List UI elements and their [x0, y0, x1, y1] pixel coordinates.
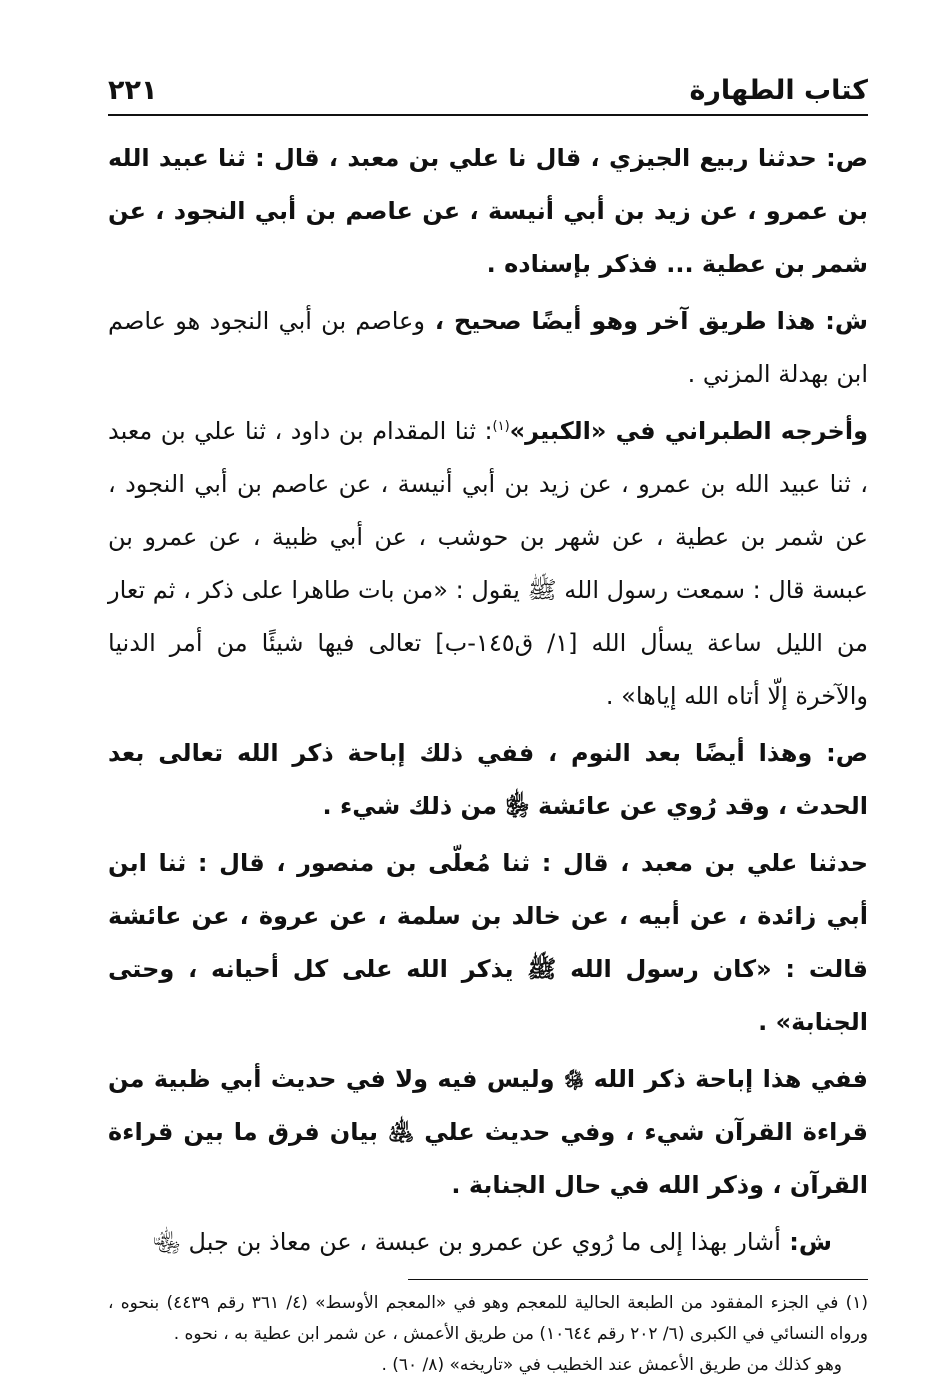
running-header — [108, 62, 868, 106]
paragraph-shin-1 — [108, 295, 868, 401]
paragraph-lead-text: وأخرجه الطبراني في «الكبير» — [509, 417, 869, 445]
paragraph-sad-1 — [108, 132, 868, 291]
paragraph-body: : ثنا المقدام بن داود ، ثنا علي بن معبد ، ثنا عبيد الله بن عمرو ، عن زيد بن أبي أنيسة ، عن عاصم بن أبي النجود ، عن شمر بن عطية ، عن شهر بن حوشب ، عن أبي ظبية ، عن عمرو بن عبسة قال : سمعت رسول الله ﷺ يقول : «من بات طاهرا على ذكر ، ثم تعار من الليل ساعة يسأل الله [١/ ق١٤٥-ب] تعالى فيها شيئًا من أمر الدنيا والآخرة إلّا أتاه الله إياها» . — [108, 417, 868, 710]
paragraph-sad-2 — [108, 727, 868, 833]
footnotes — [108, 1288, 868, 1381]
paragraph-hadith-aisha — [108, 837, 868, 1049]
paragraph-bold-text: هذا طريق آخر وهو أيضًا صحيح ، — [424, 307, 816, 335]
paragraph-body: حدثنا علي بن معبد ، قال : ثنا مُعلّى بن منصور ، قال : ثنا ابن أبي زائدة ، عن أبيه ، عن خالد بن سلمة ، عن عروة ، عن عائشة قالت : «كان رسول الله ﷺ يذكر الله على كل أحيانه ، وحتى الجنابة» . — [108, 849, 868, 1036]
paragraph-conclusion — [108, 1053, 868, 1212]
paragraph-tabarani — [108, 405, 868, 723]
paragraph-body: ففي هذا إباحة ذكر الله ﷿ وليس فيه ولا في حديث أبي ظبية من قراءة القرآن شيء ، وفي حديث علي ﵁ بيان فرق ما بين قراءة القرآن ، وذكر الله في حال الجنابة . — [108, 1065, 868, 1199]
paragraph-body: وهذا أيضًا بعد النوم ، ففي ذلك إباحة ذكر الله تعالى بعد الحدث ، وقد رُوي عن عائشة ﵂ من ذلك شيء . — [108, 739, 868, 820]
footnote-1: (١) في الجزء المفقود من الطبعة الحالية للمعجم وهو في «المعجم الأوسط» (٤/ ٣٦١ رقم ٤٤٣٩) بنحوه ، ورواه النسائي في الكبرى (٦/ ٢٠٢ رقم ١٠٦٤٤) من طريق الأعمش ، عن شمر ابن عطية به ، نحوه . — [108, 1293, 868, 1344]
chapter-title: كتاب الطهارة — [689, 75, 868, 106]
paragraph-body: أشار بهذا إلى ما رُوي عن عمرو بن عبسة ، عن معاذ بن جبل ﵄ — [152, 1228, 781, 1256]
paragraph-marker: ص: — [812, 739, 868, 767]
paragraph-marker: ش: — [780, 1228, 832, 1256]
page-number: ٢٢١ — [108, 75, 158, 106]
footnote-reference[interactable]: (١) — [492, 419, 510, 434]
paragraph-shin-2 — [108, 1216, 868, 1269]
footnote-1-continuation: وهو كذلك من طريق الأعمش عند الخطيب في «تاريخه» (٨/ ٦٠) . — [381, 1355, 842, 1375]
paragraph-body: وعاصم بن أبي النجود هو عاصم ابن بهدلة المزني . — [108, 307, 868, 388]
paragraph-marker: ش: — [815, 307, 868, 335]
main-text — [108, 132, 868, 1269]
paragraph-body: حدثنا ربيع الجيزي ، قال نا علي بن معبد ، قال : ثنا عبيد الله بن عمرو ، عن زيد بن أبي أنيسة ، عن عاصم بن أبي النجود ، عن شمر بن عطية ... فذكر بإسناده . — [108, 144, 868, 278]
footnote-divider — [408, 1279, 868, 1280]
paragraph-marker: ص: — [816, 144, 868, 172]
header-divider — [108, 114, 868, 116]
